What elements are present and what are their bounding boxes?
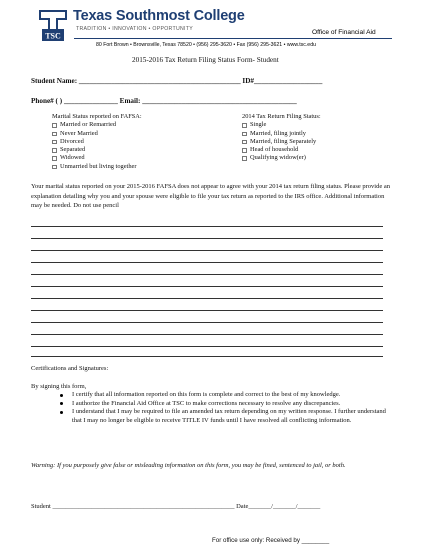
explanation-line[interactable] — [31, 274, 383, 275]
tax-filing-status — [242, 113, 321, 163]
explanation-line[interactable] — [31, 250, 383, 251]
header-divider — [74, 38, 392, 39]
phone-email-field[interactable]: Phone# ( ) _______________ Email: ___________________________________________ — [31, 97, 297, 105]
certifications-intro: By signing this form, — [31, 383, 87, 390]
tax-option[interactable]: Head of household — [242, 146, 321, 154]
student-name-id-field[interactable]: Student Name: _____________________________________________ ID#___________________ — [31, 77, 323, 85]
explanation-instructions: Your marital status reported on your 2015-2016 FAFSA does not appear to agree with your 2014 tax return filing status. Please provide an explanation detailing why you and your spouse were eligible to file your tax return as reported to the IRS office. Additional information may be needed. Do not use pencil — [31, 183, 391, 210]
checkbox-icon[interactable] — [242, 148, 247, 153]
fafsa-marital-status — [52, 113, 142, 171]
explanation-line[interactable] — [31, 238, 383, 239]
bullet-icon — [60, 394, 63, 397]
fafsa-option[interactable]: Married or Remarried — [52, 121, 142, 129]
checkbox-icon[interactable] — [52, 140, 57, 145]
checkbox-icon[interactable] — [52, 123, 57, 128]
fafsa-option[interactable]: Divorced — [52, 138, 142, 146]
bullet-icon — [60, 402, 63, 405]
tax-option[interactable]: Single — [242, 121, 321, 129]
explanation-line[interactable] — [31, 356, 383, 357]
fafsa-option[interactable]: Unmarried but living together — [52, 163, 142, 171]
certification-item: I understand that I may be required to file an amended tax return depending on my written response. I further understand that I may no longer be eligible to receive TITLE IV funds until I have resolved all conflicting information. — [60, 408, 390, 425]
certification-list — [60, 391, 390, 426]
explanation-line[interactable] — [31, 322, 383, 323]
explanation-line[interactable] — [31, 334, 383, 335]
logo-text: TSC — [45, 31, 61, 41]
student-signature-date-field[interactable]: Student ________________________________________________________ Date_______/_______/_______ — [31, 503, 321, 510]
college-address: 80 Fort Brown • Brownsville, Texas 78520 • (956) 295-3620 • Fax (956) 295-3621 • www.tsc.edu — [96, 42, 316, 48]
checkbox-icon[interactable] — [242, 140, 247, 145]
tax-option[interactable]: Married, filing Separately — [242, 138, 321, 146]
checkbox-icon[interactable] — [52, 165, 57, 170]
checkbox-icon[interactable] — [52, 132, 57, 137]
checkbox-icon[interactable] — [52, 156, 57, 161]
fafsa-option[interactable]: Separated — [52, 146, 142, 154]
tax-option[interactable]: Qualifying widow(er) — [242, 154, 321, 162]
explanation-line[interactable] — [31, 226, 383, 227]
certification-item: I certify that all information reported on this form is complete and correct to the best of my knowledge. — [60, 391, 390, 400]
fafsa-option[interactable]: Never Married — [52, 130, 142, 138]
checkbox-icon[interactable] — [242, 156, 247, 161]
tax-status-heading: 2014 Tax Return Filing Status: — [242, 113, 321, 120]
college-tagline: TRADITION • INNOVATION • OPPORTUNITY — [76, 26, 194, 32]
explanation-line[interactable] — [31, 310, 383, 311]
explanation-line[interactable] — [31, 262, 383, 263]
tax-option[interactable]: Married, filing jointly — [242, 130, 321, 138]
form-title: 2015-2016 Tax Return Filing Status Form- Student — [132, 56, 279, 64]
bullet-icon — [60, 411, 63, 414]
certification-item: I authorize the Financial Aid Office at TSC to make corrections necessary to resolve any discrepancies. — [60, 400, 390, 409]
college-logo — [38, 9, 68, 46]
checkbox-icon[interactable] — [242, 132, 247, 137]
checkbox-icon[interactable] — [242, 123, 247, 128]
college-name: Texas Southmost College — [73, 8, 245, 24]
certifications-title: Certifications and Signatures: — [31, 365, 109, 372]
explanation-line[interactable] — [31, 298, 383, 299]
explanation-line[interactable] — [31, 286, 383, 287]
fafsa-option[interactable]: Widowed — [52, 154, 142, 162]
office-name: Office of Financial Aid — [312, 29, 376, 36]
warning-text: Warning: If you purposely give false or misleading information on this form, you may be fined, sentenced to jail, or both. — [31, 462, 346, 469]
fafsa-status-heading: Marital Status reported on FAFSA: — [52, 113, 142, 120]
checkbox-icon[interactable] — [52, 148, 57, 153]
office-use-received-by: For office use only: Received by ________ — [212, 537, 330, 544]
explanation-line[interactable] — [31, 346, 383, 347]
